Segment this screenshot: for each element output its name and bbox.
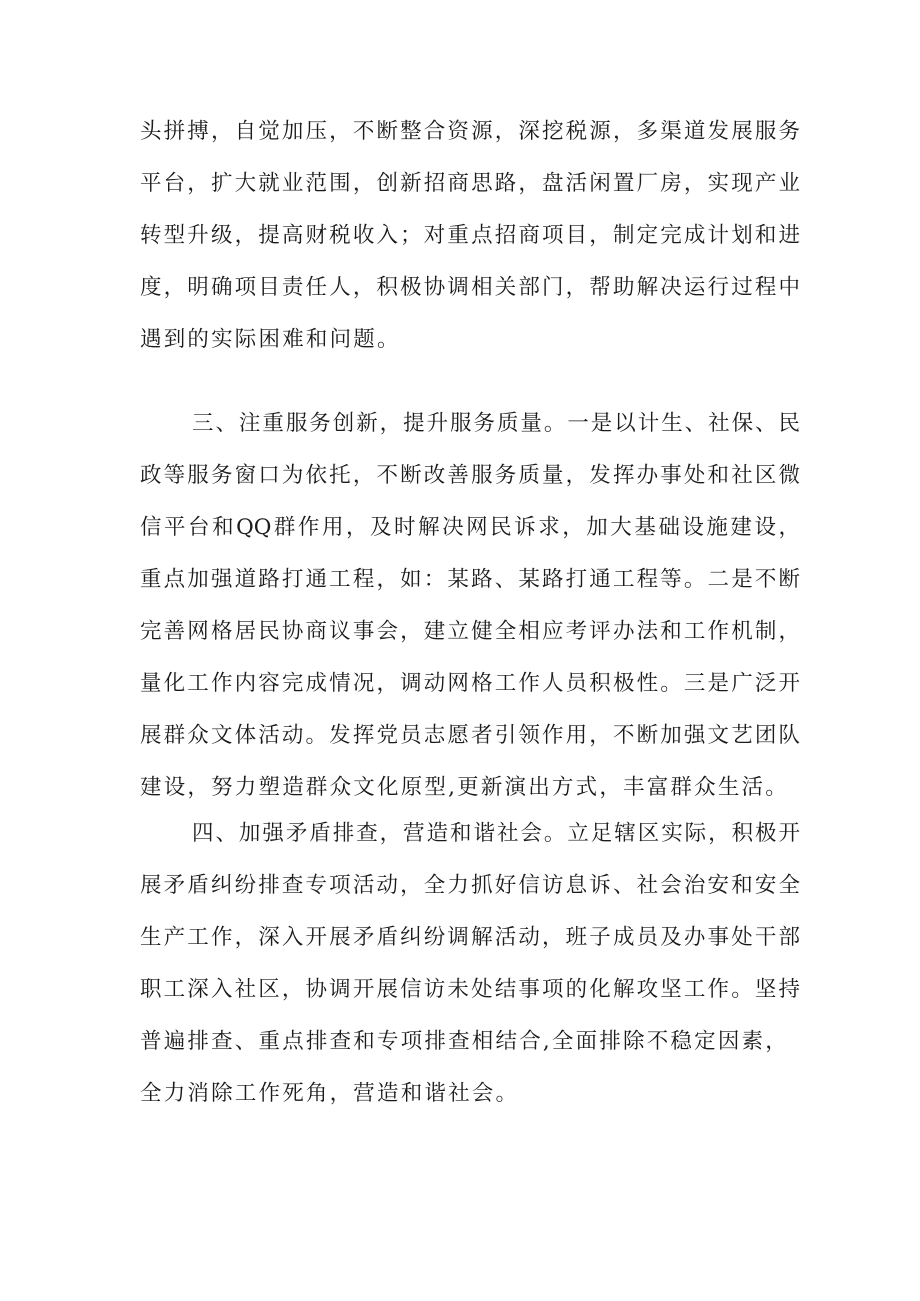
text-line: 量化工作内容完成情况，调动网格工作人员积极性。三是广泛开: [140, 671, 800, 696]
text-line: 平台，扩大就业范围，创新招商思路，盘活闲置厂房，实现产业: [140, 171, 800, 196]
text-line: 展矛盾纠纷排查专项活动，全力抓好信访息诉、社会治安和安全: [140, 873, 800, 898]
text-line: 三、注重服务创新，提升服务质量。一是以计生、社保、民: [192, 411, 800, 436]
text-line: 四、加强矛盾排查，营造和谐社会。立足辖区实际，积极开: [192, 821, 800, 846]
text-line: 政等服务窗口为依托，不断改善服务质量，发挥办事处和社区微: [140, 463, 800, 488]
paragraph-section-three: [140, 398, 800, 814]
text-line: 重点加强道路打通工程，如：某路、某路打通工程等。二是不断: [140, 567, 800, 592]
text-line: 建设，努力塑造群众文化原型,更新演出方式，丰富群众生活。: [140, 775, 789, 800]
text-line: 转型升级，提高财税收入；对重点招商项目，制定完成计划和进: [140, 223, 800, 248]
text-line: 头拼搏，自觉加压，不断整合资源，深挖税源，多渠道发展服务: [140, 119, 800, 144]
text-line: 遇到的实际困难和问题。: [140, 327, 401, 352]
text-line: 度，明确项目责任人，积极协调相关部门，帮助解决运行过程中: [140, 275, 800, 300]
text-line: 普遍排查、重点排查和专项排查相结合,全面排除不稳定因素，: [140, 1029, 789, 1054]
text-line: 信平台和QQ群作用，及时解决网民诉求，加大基础设施建设，: [140, 515, 800, 540]
text-line: 展群众文体活动。发挥党员志愿者引领作用，不断加强文艺团队: [140, 723, 800, 748]
paragraph-section-four: [140, 808, 800, 1120]
paragraph-continuation: [140, 106, 800, 366]
text-line: 完善网格居民协商议事会，建立健全相应考评办法和工作机制，: [140, 619, 800, 644]
text-line: 生产工作，深入开展矛盾纠纷调解活动，班子成员及办事处干部: [140, 925, 800, 950]
text-line: 全力消除工作死角，营造和谐社会。: [140, 1081, 520, 1106]
text-line: 职工深入社区，协调开展信访未处结事项的化解攻坚工作。坚持: [140, 977, 800, 1002]
